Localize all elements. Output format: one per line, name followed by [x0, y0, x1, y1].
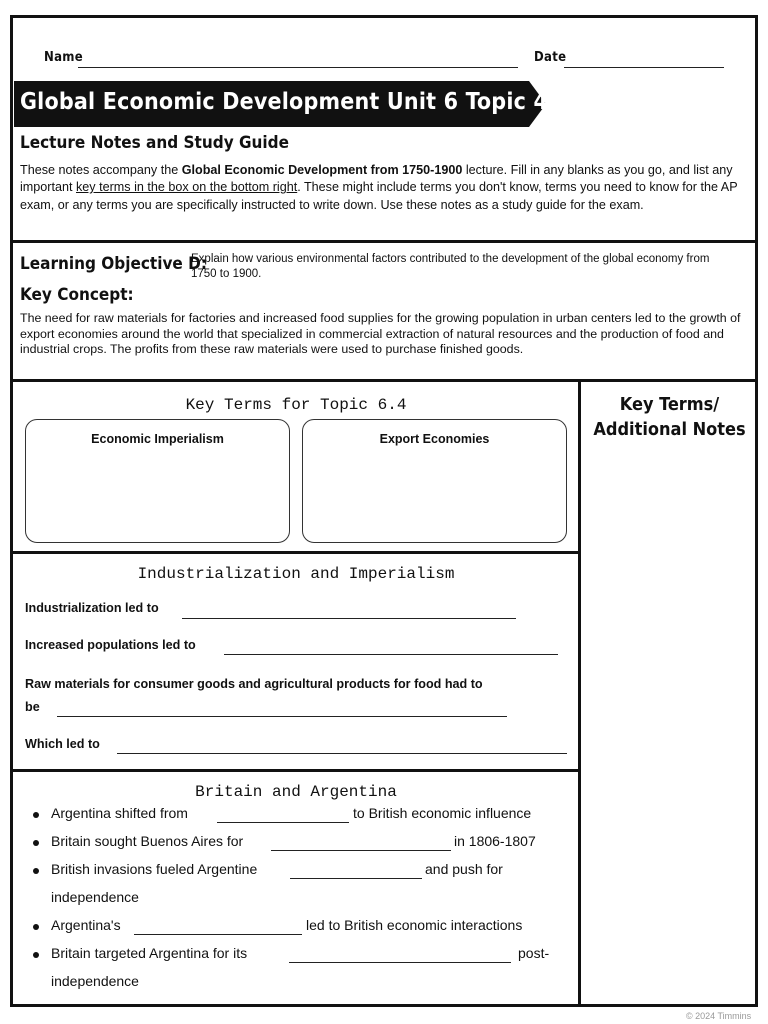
divider [10, 769, 580, 772]
date-field[interactable] [564, 67, 724, 68]
bullet-icon [33, 868, 39, 874]
divider [10, 551, 580, 554]
objective-label: Learning Objective D: [20, 254, 207, 274]
q1-label: Industrialization led to [25, 601, 159, 615]
b4-blank[interactable] [134, 934, 302, 935]
b5-cont: independence [51, 973, 139, 989]
q3-blank[interactable] [57, 716, 507, 717]
key-terms-heading: Key Terms for Topic 6.4 [185, 396, 407, 414]
key-concept-text: The need for raw materials for factories and increased food supplies for the growing population in urban centers led to the growth of export economies around the world that specialized in commercial extraction of natural resources and the production of food and industrial crops. The profits from these raw materials were used to purchase finished goods. [20, 311, 741, 357]
term-box-title: Export Economies [379, 432, 490, 446]
sidebar-heading: Key Terms/ Additional Notes [593, 394, 746, 440]
q4-blank[interactable] [117, 753, 567, 754]
q3-label-cont: be [25, 700, 40, 714]
q2-label: Increased populations led to [25, 638, 196, 652]
b1-post: to British economic influence [353, 805, 532, 821]
term-box-export-economies[interactable] [302, 419, 567, 543]
sidebar-divider [578, 379, 581, 1007]
bullet-icon [33, 952, 39, 958]
b3-post: and push for [425, 861, 503, 877]
key-concept-label: Key Concept: [20, 285, 134, 305]
date-label: Date [534, 50, 567, 65]
b2-pre: Britain sought Buenos Aires for [51, 833, 244, 849]
q4-label: Which led to [25, 737, 100, 751]
q2-blank[interactable] [224, 654, 558, 655]
b5-post: post- [518, 945, 550, 961]
b3-blank[interactable] [290, 878, 422, 879]
b5-blank[interactable] [289, 962, 511, 963]
page-title: Global Economic Development Unit 6 Topic 4 [20, 89, 549, 115]
b3-pre: British invasions fueled Argentine [51, 861, 258, 877]
divider [10, 379, 758, 382]
title-banner [14, 81, 549, 127]
b2-post: in 1806-1807 [454, 833, 536, 849]
bullet-icon [33, 812, 39, 818]
objective-text: Explain how various environmental factors contributed to the development of the global economy from 1750 to 1900. [191, 253, 710, 280]
q1-blank[interactable] [182, 618, 516, 619]
lecture-heading: Lecture Notes and Study Guide [20, 133, 289, 153]
name-field[interactable] [78, 67, 518, 68]
b4-pre: Argentina's [51, 917, 121, 933]
b2-blank[interactable] [271, 850, 451, 851]
b3-cont: independence [51, 889, 139, 905]
intro-paragraph: These notes accompany the Global Economic Development from 1750-1900 lecture. Fill in any blanks as you go, and list any important key terms in the box on the bottom right. These might include terms you don't know, terms you need to know for the AP exam, or any terms you are specifically instructed to write down. Use these notes as a study guide for the exam. [20, 163, 738, 212]
b4-post: led to British economic interactions [306, 917, 523, 933]
bullet-icon [33, 840, 39, 846]
b1-pre: Argentina shifted from [51, 805, 188, 821]
divider [10, 240, 758, 243]
b1-blank[interactable] [217, 822, 349, 823]
term-box-title: Economic Imperialism [91, 432, 224, 446]
notes-area[interactable] [584, 450, 754, 1002]
q3-label: Raw materials for consumer goods and agricultural products for food had to [25, 677, 483, 691]
bullet-icon [33, 924, 39, 930]
industrialization-heading: Industrialization and Imperialism [137, 565, 455, 583]
britain-heading: Britain and Argentina [195, 783, 397, 801]
copyright: © 2024 Timmins [686, 1011, 752, 1021]
b5-pre: Britain targeted Argentina for its [51, 945, 248, 961]
term-box-economic-imperialism[interactable] [25, 419, 290, 543]
name-label: Name [44, 50, 84, 65]
